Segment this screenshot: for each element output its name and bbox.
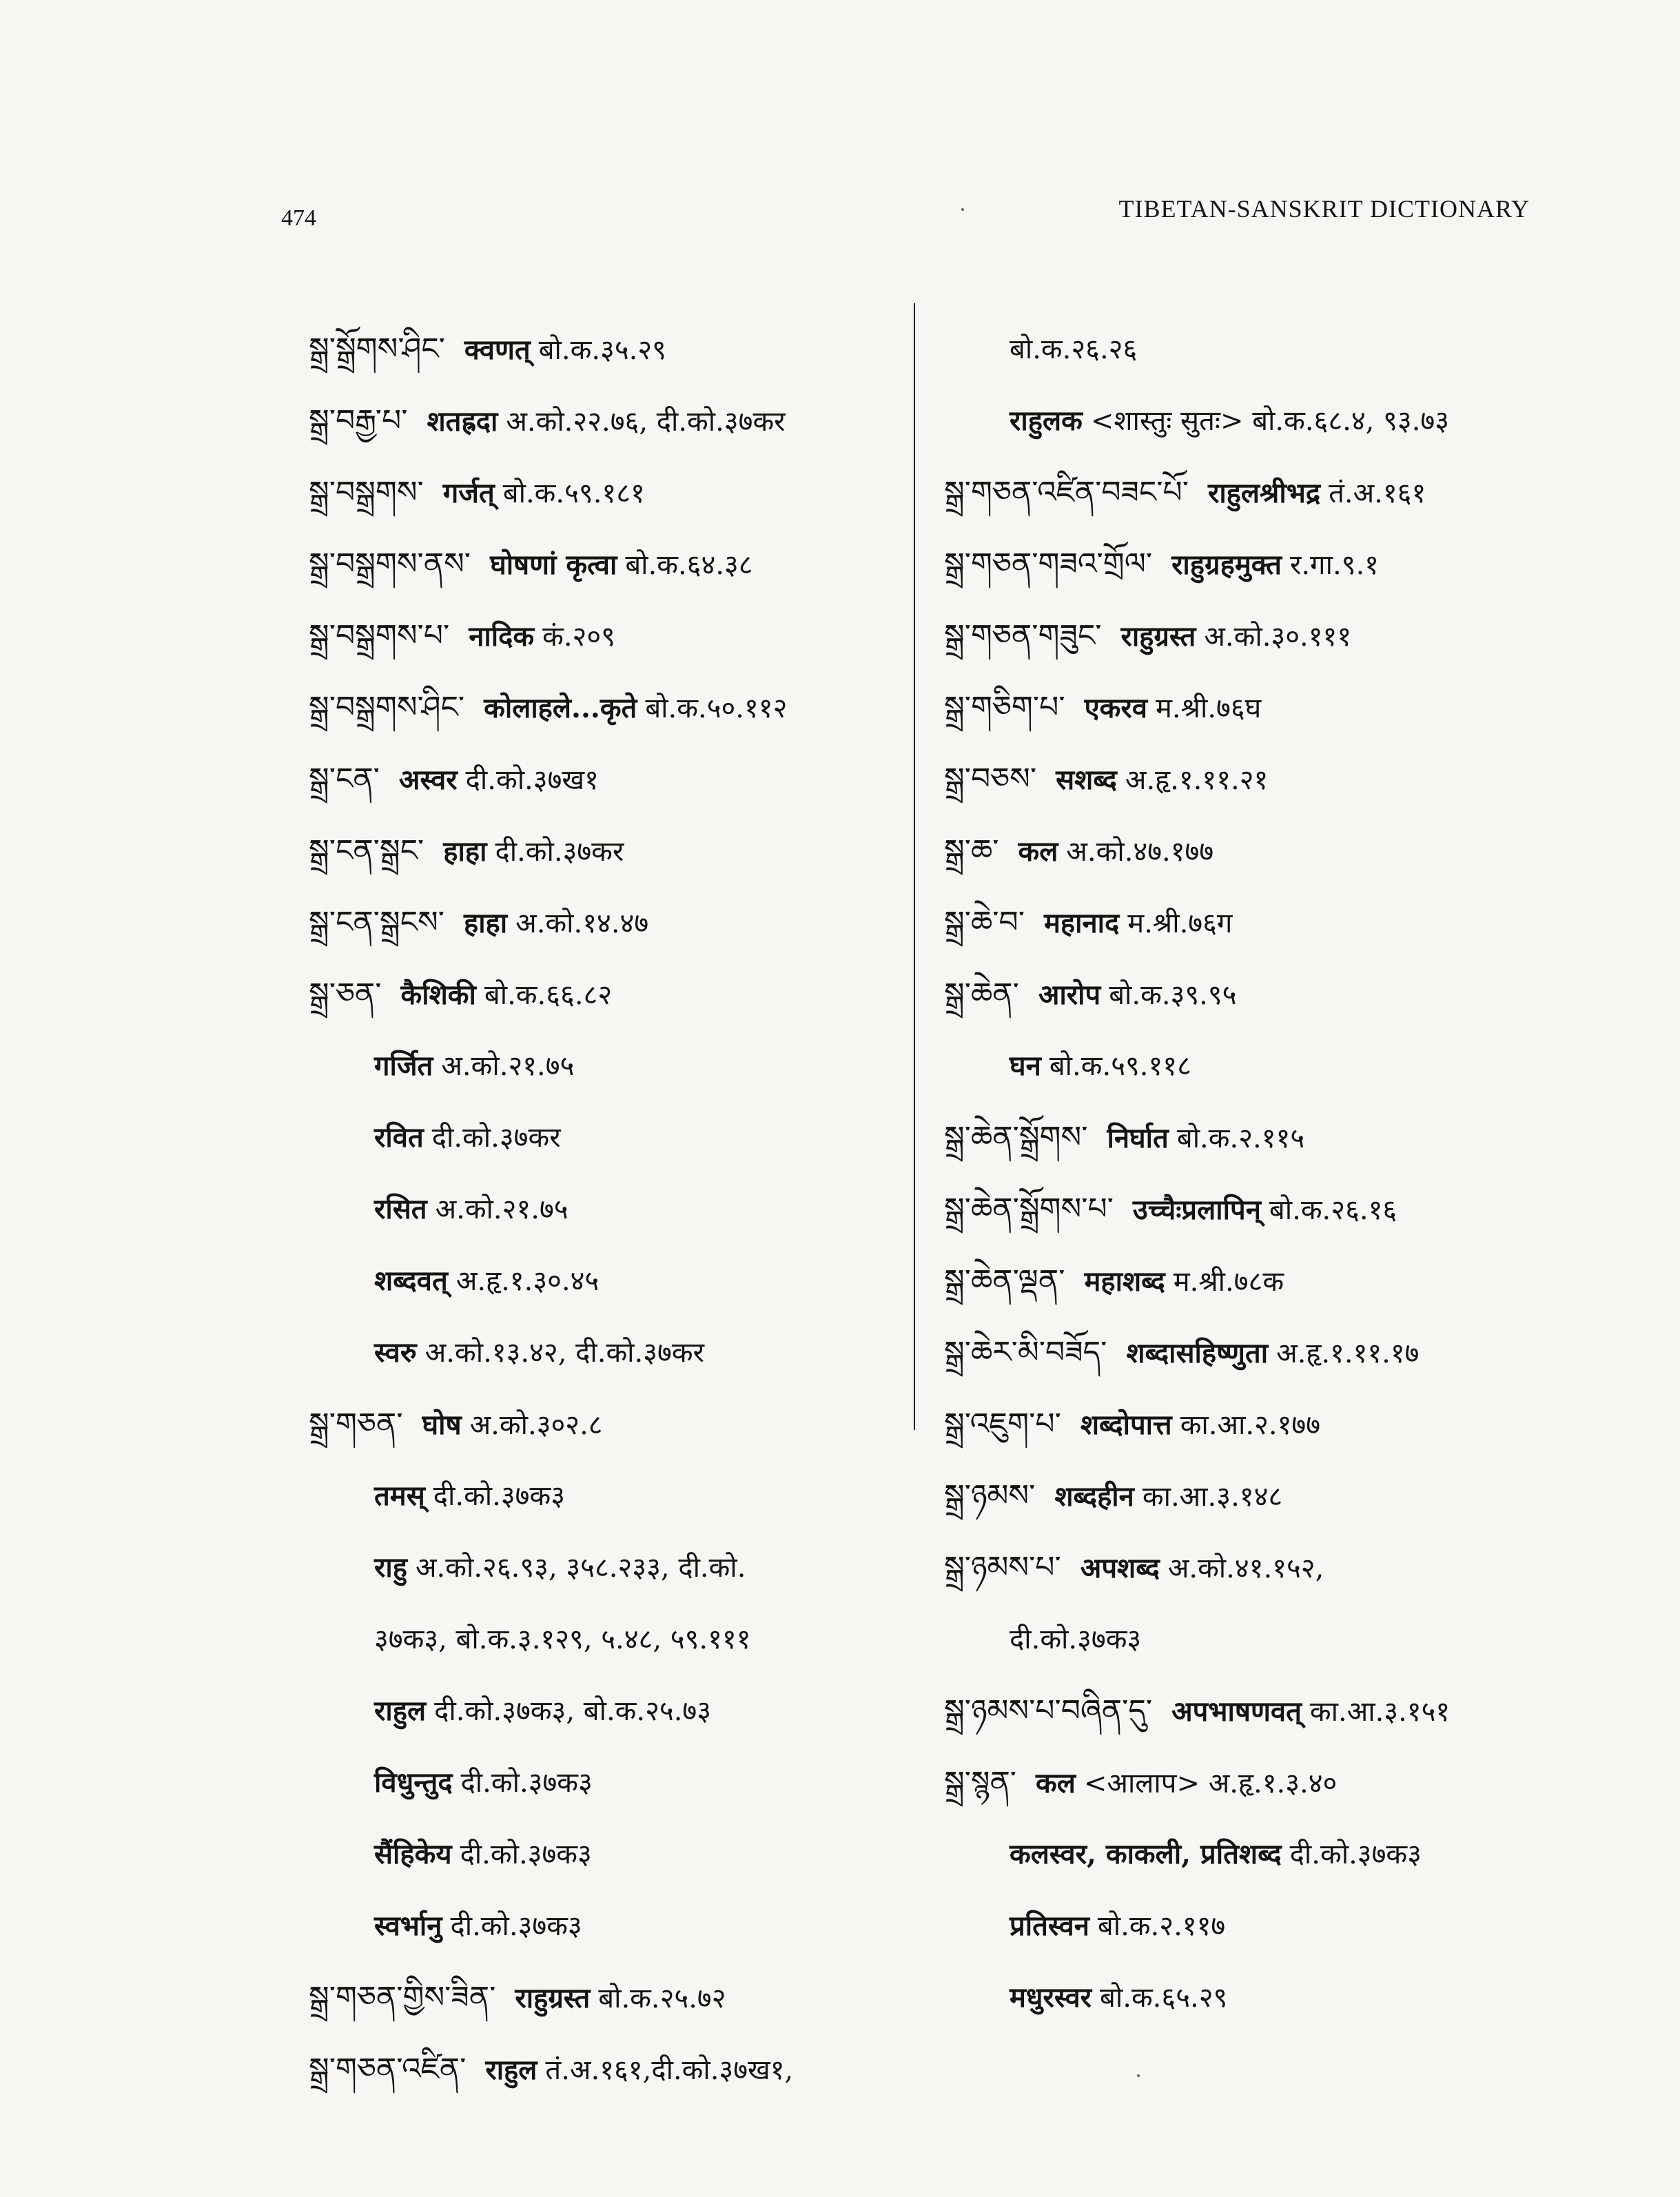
- source-reference: <आलाप> अ.हृ.१.३.४०: [1083, 1768, 1338, 1799]
- sub-entry: [309, 1245, 901, 1317]
- source-reference: दी.को.३७क३: [433, 1480, 565, 1512]
- source-reference: र.गा.९.१: [1289, 549, 1379, 581]
- sub-entry: [944, 314, 1537, 385]
- tibetan-headword: སྒྲ་ཆེར་མི་བཟོད་: [944, 1335, 1107, 1370]
- source-reference: बो.क.५९.११८: [1049, 1050, 1191, 1082]
- sub-entry: [309, 1174, 901, 1245]
- sub-entry: [944, 1962, 1537, 2034]
- sanskrit-equivalent: स्वर्भानु: [374, 1910, 442, 1942]
- source-reference: बो.क.२५.७२: [598, 1983, 726, 2014]
- dictionary-entry: [309, 2034, 901, 2105]
- right-column: [944, 314, 1537, 2034]
- tibetan-headword: སྒྲ་ཉམས་པ་བཞིན་དུ་: [944, 1693, 1153, 1728]
- dictionary-entry: [944, 1317, 1537, 1389]
- source-reference: तं.अ.१६१,दी.को.३७ख१,: [545, 2054, 794, 2086]
- tibetan-headword: སྒྲ་ངན་: [309, 762, 380, 797]
- sanskrit-equivalent: विधुन्तुद: [374, 1766, 453, 1799]
- tibetan-headword: སྒྲ་གཅན་འཛིན་བཟང་པོ་: [944, 475, 1189, 510]
- ink-speck: [1137, 2074, 1140, 2077]
- dictionary-entry: [309, 1962, 901, 2034]
- sanskrit-equivalent: उच्चैःप्रलापिन्: [1132, 1194, 1261, 1226]
- page-number: 474: [281, 205, 316, 231]
- source-reference: दी.को.३७ख१: [465, 764, 599, 796]
- continuation-text: ३७क३, बो.क.३.१२९, ५.४८, ५९.१११: [374, 1624, 751, 1655]
- tibetan-headword: སྒྲ་ཆེན་སྒྲོགས་: [944, 1120, 1088, 1155]
- dictionary-entry: [944, 672, 1537, 744]
- sanskrit-equivalent: प्रतिस्वन: [1010, 1910, 1089, 1942]
- source-reference: बो.क.५९.१८१: [502, 478, 645, 509]
- sub-entry: [309, 1819, 901, 1890]
- dictionary-entry: [309, 744, 901, 815]
- dictionary-entry: [944, 1102, 1537, 1174]
- source-reference: तं.अ.१६१: [1329, 478, 1426, 509]
- tibetan-headword: སྒྲ་ཆ་: [944, 833, 999, 868]
- tibetan-headword: སྒྲ་བསྒྲགས་: [309, 475, 424, 510]
- sanskrit-equivalent: राहुलक: [1010, 405, 1083, 437]
- sanskrit-equivalent: घोष: [422, 1409, 462, 1441]
- source-reference: अ.हृ.१.३०.४५: [455, 1265, 600, 1297]
- tibetan-headword: སྒྲ་བསྒྲགས་པ་: [309, 618, 450, 653]
- source-reference: अ.को.३०२.८: [469, 1409, 603, 1441]
- source-reference: दी.को.३७कर: [431, 1122, 561, 1154]
- sanskrit-equivalent: गर्जत्: [442, 477, 495, 509]
- dictionary-entry: [309, 887, 901, 959]
- sanskrit-equivalent: सैंहिकेय: [374, 1838, 452, 1870]
- sanskrit-equivalent: राहुग्रस्त: [1120, 620, 1196, 653]
- source-reference: म.श्री.७६ग: [1127, 908, 1233, 939]
- sanskrit-equivalent: महानाद: [1043, 907, 1120, 939]
- tibetan-headword: སྒྲ་བརྒྱ་པ་: [309, 403, 408, 438]
- tibetan-headword: སྒྲ་ཆེན་ལྡན་: [944, 1263, 1065, 1298]
- dictionary-entry: [309, 600, 901, 672]
- sanskrit-equivalent: शतह्रदा: [427, 405, 498, 438]
- dictionary-entry: [309, 959, 901, 1030]
- tibetan-headword: སྒྲ་ཉམས་པ་: [944, 1550, 1061, 1585]
- tibetan-headword: སྒྲ་ཆེན་སྒྲོགས་པ་: [944, 1192, 1114, 1227]
- tibetan-headword: སྒྲ་སྙན་: [944, 1765, 1017, 1800]
- sanskrit-equivalent: नादिक: [469, 620, 535, 653]
- dictionary-entry: [309, 314, 901, 385]
- sanskrit-equivalent: महाशब्द: [1084, 1265, 1165, 1298]
- sanskrit-equivalent: गर्जित: [374, 1050, 433, 1082]
- sanskrit-equivalent: निर्घात: [1107, 1122, 1169, 1154]
- sub-entry: [309, 1604, 901, 1675]
- continuation-text: बो.क.२६.२६: [1010, 334, 1138, 365]
- sanskrit-equivalent: हाहा: [443, 835, 487, 868]
- tibetan-headword: སྒྲ་བསྒྲགས་ནས་: [309, 546, 471, 582]
- dictionary-entry: [944, 1174, 1537, 1245]
- sanskrit-equivalent: कलस्वर, काकली, प्रतिशब्द: [1010, 1838, 1282, 1870]
- dictionary-entry: [944, 1245, 1537, 1317]
- sanskrit-equivalent: राहुग्रहमुक्त: [1171, 549, 1282, 581]
- source-reference: बो.क.६५.२९: [1100, 1982, 1228, 2014]
- source-reference: दी.को.३७क३, बो.क.२५.७३: [434, 1695, 712, 1727]
- sub-entry: [309, 1890, 901, 1962]
- dictionary-entry: [309, 529, 901, 600]
- source-reference: <शास्तुः सुतः> बो.क.६८.४, ९३.७३: [1090, 405, 1450, 437]
- source-reference: दी.को.३७क३: [1289, 1839, 1422, 1870]
- source-reference: अ.को.२१.७५: [435, 1194, 568, 1225]
- dictionary-entry: [944, 1747, 1537, 1819]
- source-reference: दी.को.३७क३: [460, 1767, 593, 1799]
- source-reference: दी.को.३७क३: [460, 1839, 592, 1870]
- sanskrit-equivalent: राहुलश्रीभद्र: [1207, 477, 1321, 509]
- dictionary-entry: [944, 1460, 1537, 1532]
- source-reference: बो.क.६६.८२: [484, 979, 613, 1011]
- sanskrit-equivalent: मधुरस्वर: [1010, 1981, 1092, 2014]
- sanskrit-equivalent: राहुल: [374, 1695, 427, 1727]
- sanskrit-equivalent: घन: [1010, 1050, 1041, 1082]
- sanskrit-equivalent: कोलाहले...कृते: [484, 692, 637, 724]
- tibetan-headword: སྒྲ་སྒྲོགས་ཤིང་: [309, 331, 445, 367]
- tibetan-headword: སྒྲ་གཅན་གཟུང་: [944, 618, 1102, 653]
- continuation-text: दी.को.३७क३: [1010, 1624, 1142, 1655]
- tibetan-headword: སྒྲ་གཅན་འཛིན་: [309, 2052, 467, 2087]
- source-reference: अ.को.४७.१७७: [1066, 836, 1214, 868]
- sub-entry: [309, 1460, 901, 1532]
- sanskrit-equivalent: कल: [1018, 835, 1058, 868]
- tibetan-headword: སྒྲ་གཅན་གྱིས་ཟིན་: [309, 1980, 496, 2015]
- source-reference: अ.को.३०.१११: [1204, 621, 1352, 653]
- sanskrit-equivalent: स्वरु: [374, 1336, 417, 1369]
- dictionary-entry: [944, 959, 1537, 1030]
- dictionary-entry: [309, 1389, 901, 1460]
- tibetan-headword: སྒྲ་ཆེ་བ་: [944, 905, 1025, 940]
- dictionary-entry: [944, 529, 1537, 600]
- sanskrit-equivalent: शब्दासहिष्णुता: [1126, 1337, 1269, 1369]
- tibetan-headword: སྒྲ་གཅན་གཟའ་གྲོལ་: [944, 546, 1153, 582]
- column-divider: [914, 303, 915, 1430]
- dictionary-entry: [309, 815, 901, 887]
- sub-entry: [944, 1030, 1537, 1102]
- dictionary-entry: [944, 1675, 1537, 1747]
- sanskrit-equivalent: कैशिकी: [400, 979, 476, 1011]
- source-reference: दी.को.३७क३: [450, 1910, 582, 1942]
- sub-entry: [309, 1532, 901, 1604]
- sanskrit-equivalent: राहुल: [485, 2054, 537, 2086]
- dictionary-entry: [309, 385, 901, 457]
- sanskrit-equivalent: सशब्द: [1056, 764, 1117, 796]
- dictionary-entry: [944, 600, 1537, 672]
- tibetan-headword: སྒྲ་ཆེན་: [944, 977, 1019, 1012]
- sub-entry: [944, 1604, 1537, 1675]
- sub-entry: [944, 385, 1537, 457]
- sanskrit-equivalent: राहु: [374, 1551, 407, 1584]
- dictionary-entry: [309, 672, 901, 744]
- source-reference: बो.क.२६.१६: [1269, 1194, 1397, 1226]
- source-reference: अ.को.२१.७५: [441, 1050, 575, 1082]
- tibetan-headword: སྒྲ་ངན་སྒྲངས་: [309, 905, 444, 940]
- dictionary-entry: [944, 815, 1537, 887]
- dictionary-entry: [944, 1532, 1537, 1604]
- tibetan-headword: སྒྲ་གཅིག་པ་: [944, 690, 1065, 725]
- source-reference: बो.क.३५.२९: [538, 334, 666, 366]
- sanskrit-equivalent: क्वणत्: [464, 334, 531, 366]
- tibetan-headword: སྒྲ་ཅན་: [309, 977, 382, 1012]
- sanskrit-equivalent: घोषणां कृत्वा: [490, 549, 617, 581]
- sub-entry: [309, 1317, 901, 1389]
- source-reference: अ.को.१३.४२, दी.को.३७कर: [424, 1337, 704, 1369]
- sanskrit-equivalent: शब्दहीन: [1054, 1480, 1134, 1513]
- sanskrit-equivalent: एकरव: [1084, 692, 1148, 724]
- sub-entry: [944, 1819, 1537, 1890]
- sanskrit-equivalent: रसित: [374, 1193, 427, 1225]
- source-reference: म.श्री.७६घ: [1156, 693, 1262, 724]
- sanskrit-equivalent: तमस्: [374, 1480, 425, 1512]
- sub-entry: [309, 1675, 901, 1747]
- source-reference: बो.क.५०.११२: [645, 693, 788, 724]
- source-reference: बो.क.३९.९५: [1109, 979, 1237, 1011]
- sanskrit-equivalent: अपभाषणवत्: [1171, 1695, 1302, 1728]
- tibetan-headword: སྒྲ་བཅས་: [944, 762, 1037, 797]
- source-reference: का.आ.२.१७७: [1180, 1409, 1320, 1441]
- sub-entry: [309, 1747, 901, 1819]
- sub-entry: [944, 1890, 1537, 1962]
- source-reference: कं.२०९: [542, 621, 615, 653]
- dictionary-entry: [944, 457, 1537, 529]
- tibetan-headword: སྒྲ་ཉམས་: [944, 1478, 1036, 1513]
- tibetan-headword: སྒྲ་བསྒྲགས་ཤིང་: [309, 690, 465, 725]
- source-reference: बो.क.२.११५: [1176, 1123, 1305, 1154]
- sanskrit-equivalent: राहुग्रस्त: [515, 1982, 591, 2014]
- ink-speck: [961, 208, 964, 211]
- left-column: [309, 314, 901, 2105]
- source-reference: अ.हृ.१.११.१७: [1276, 1338, 1420, 1369]
- sanskrit-equivalent: रवित: [374, 1121, 424, 1154]
- sub-entry: [309, 1102, 901, 1174]
- sanskrit-equivalent: अस्वर: [398, 764, 458, 796]
- source-reference: का.आ.३.१४८: [1142, 1481, 1283, 1513]
- source-reference: म.श्री.७८क: [1173, 1266, 1284, 1298]
- source-reference: अ.को.४१.१५२,: [1167, 1553, 1324, 1584]
- tibetan-headword: སྒྲ་ངན་སྒྲང་: [309, 833, 424, 868]
- tibetan-headword: སྒྲ་གཅན་: [309, 1407, 403, 1442]
- dictionary-entry: [944, 887, 1537, 959]
- sub-entry: [309, 1030, 901, 1102]
- sanskrit-equivalent: शब्दवत्: [374, 1265, 448, 1297]
- sanskrit-equivalent: शब्दोपात्त: [1080, 1409, 1172, 1441]
- dictionary-entry: [944, 744, 1537, 815]
- sanskrit-equivalent: हाहा: [463, 907, 508, 939]
- sanskrit-equivalent: आरोप: [1038, 979, 1101, 1011]
- sanskrit-equivalent: अपशब्द: [1080, 1552, 1160, 1584]
- source-reference: अ.को.२२.७६, दी.को.३७कर: [506, 406, 786, 438]
- tibetan-headword: སྒྲ་འཇུག་པ་: [944, 1407, 1061, 1442]
- sanskrit-equivalent: कल: [1036, 1767, 1076, 1799]
- source-reference: बो.क.२.११७: [1097, 1910, 1226, 1942]
- source-reference: का.आ.३.१५१: [1309, 1696, 1451, 1728]
- dictionary-entry: [944, 1389, 1537, 1460]
- source-reference: अ.को.२६.९३, ३५८.२३३, दी.को.: [415, 1552, 746, 1584]
- running-head: TIBETAN-SANSKRIT DICTIONARY: [1118, 195, 1530, 223]
- source-reference: दी.को.३७कर: [495, 836, 624, 868]
- source-reference: अ.को.१४.४७: [515, 908, 649, 939]
- dictionary-entry: [309, 457, 901, 529]
- source-reference: बो.क.६४.३८: [625, 549, 753, 581]
- source-reference: अ.हृ.१.११.२१: [1125, 764, 1269, 796]
